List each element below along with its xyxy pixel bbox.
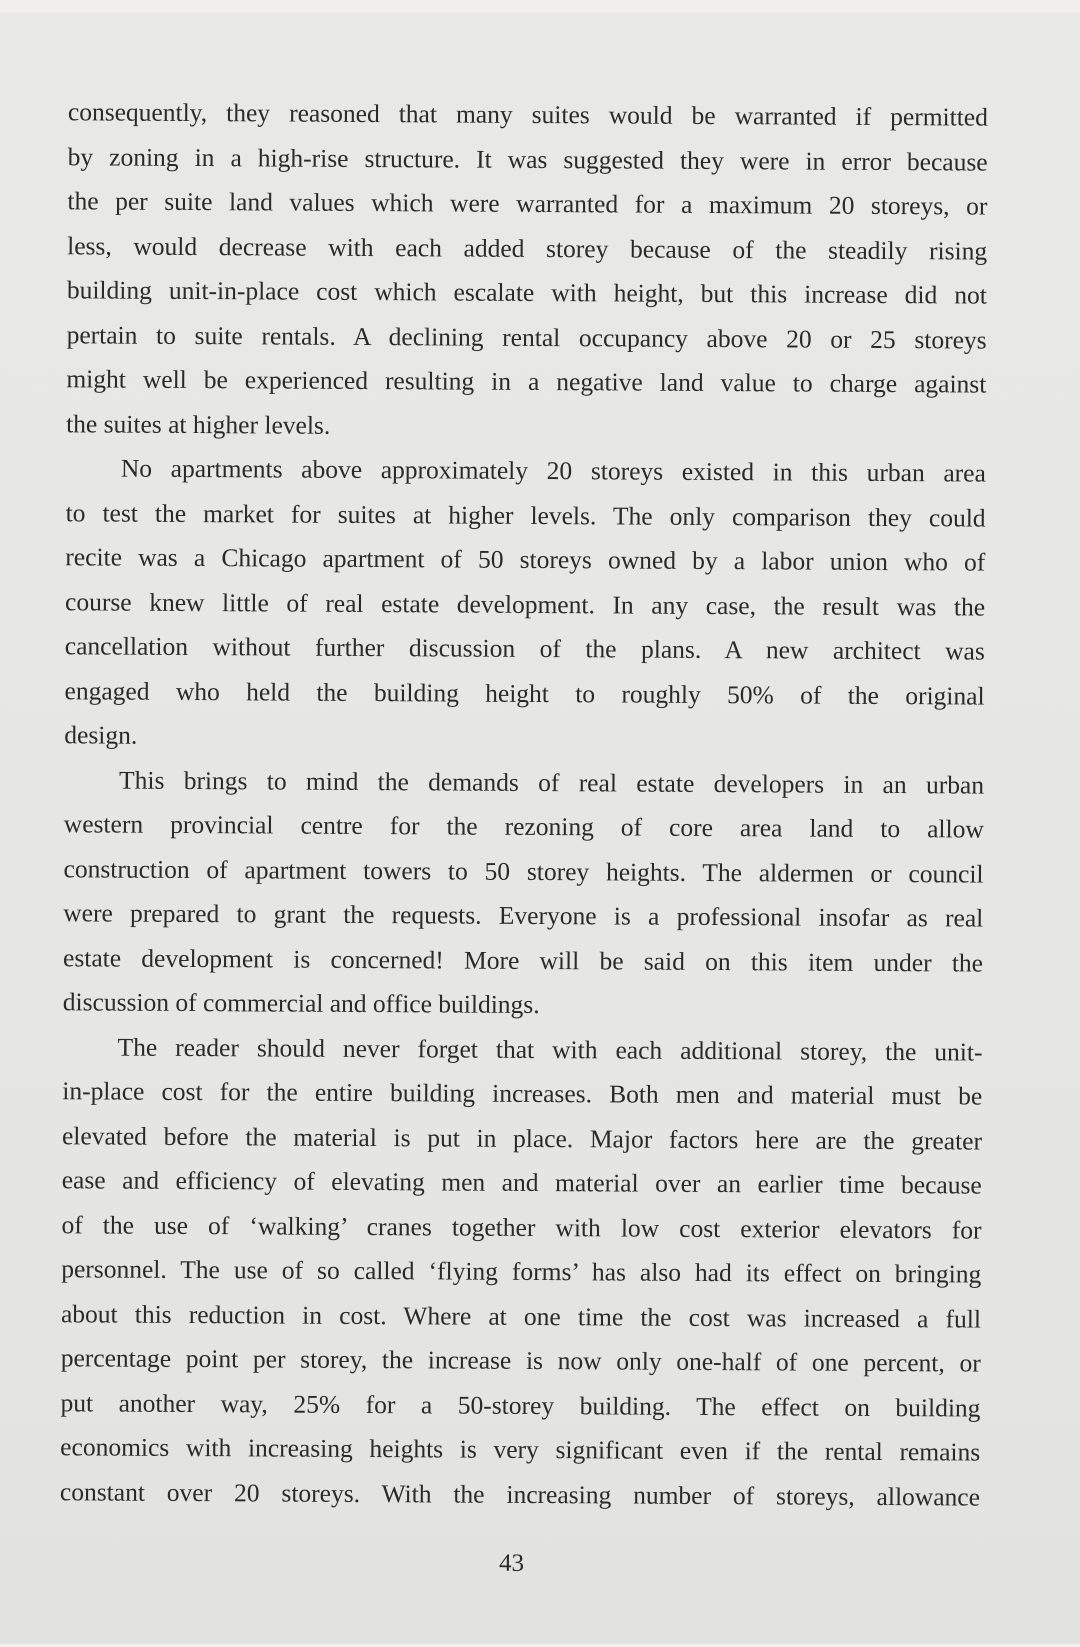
text-line: put another way, 25% for a 50-storey building. The effect on building: [60, 1387, 981, 1423]
text-line: discussion of commercial and office buildings.: [62, 987, 540, 1020]
paragraph: [1, 0, 1080, 440]
text-line: western provincial centre for the rezoning of core area land to allow: [63, 809, 984, 844]
text-line: of the use of ‘walking’ cranes together with low cost exterior elevators for: [61, 1209, 982, 1245]
text-line: engaged who held the building height to roughly 50% of the original: [64, 675, 985, 711]
text-line: estate development is concerned! More will be said on this item under the: [62, 942, 984, 978]
text-line: economics with increasing heights is very significant even if the rental remains: [60, 1432, 981, 1467]
text-line: building unit-in-place cost which escalate with height, but this increase did not: [66, 275, 987, 310]
text-line: ease and efficiency of elevating men and material over an earlier time because: [61, 1165, 982, 1200]
text-line: might well be experienced resulting in a negative land value to charge against: [66, 364, 987, 399]
text-line: construction of apartment towers to 50 storey heights. The aldermen or council: [63, 853, 984, 889]
text-line: design.: [64, 720, 138, 750]
page-number: 43: [498, 1549, 525, 1577]
text-line: course knew little of real estate development. In any case, the result was the: [65, 586, 986, 622]
text-line: less, would decrease with each added storey because of the steadily rising: [67, 230, 988, 266]
text-line: The reader should never forget that with each additional storey, the unit-: [117, 1032, 983, 1067]
text-line: the per suite land values which were warranted for a maximum 20 storeys, or: [67, 186, 988, 221]
text-line: were prepared to grant the requests. Everyone is a professional insofar as real: [63, 898, 984, 933]
text-line: No apartments above approximately 20 storeys existed in this urban area: [120, 453, 986, 488]
text-line: percentage point per storey, the increase is now only one-half of one percent, or: [60, 1343, 981, 1378]
text-line: consequently, they reasoned that many suites would be warranted if permitted: [67, 97, 988, 132]
text-line: the suites at higher levels.: [66, 408, 331, 440]
text-line: recite was a Chicago apartment of 50 storeys owned by a labor union who of: [65, 542, 986, 577]
text-line: elevated before the material is put in place. Major factors here are the greater: [61, 1120, 983, 1156]
text-line: This brings to mind the demands of real estate developers in an urban: [118, 765, 985, 800]
text-line: to test the market for suites at higher levels. The only comparison they could: [65, 497, 986, 533]
text-line: cancellation without further discussion of the plans. A new architect was: [64, 631, 985, 666]
text-line: about this reduction in cost. Where at one time the cost was increased a full: [60, 1298, 982, 1334]
text-line: in-place cost for the entire building increases. Both men and material must be: [62, 1076, 983, 1111]
text-line: constant over 20 storeys. With the increasing number of storeys, allowance: [59, 1476, 981, 1512]
text-line: personnel. The use of so called ‘flying forms’ has also had its effect on bringing: [61, 1254, 982, 1289]
body-text: [1, 0, 1080, 1512]
text-line: by zoning in a high-rise structure. It was suggested they were in error because: [67, 141, 988, 177]
text-line: pertain to suite rentals. A declining rental occupancy above 20 or 25 storeys: [66, 319, 987, 355]
